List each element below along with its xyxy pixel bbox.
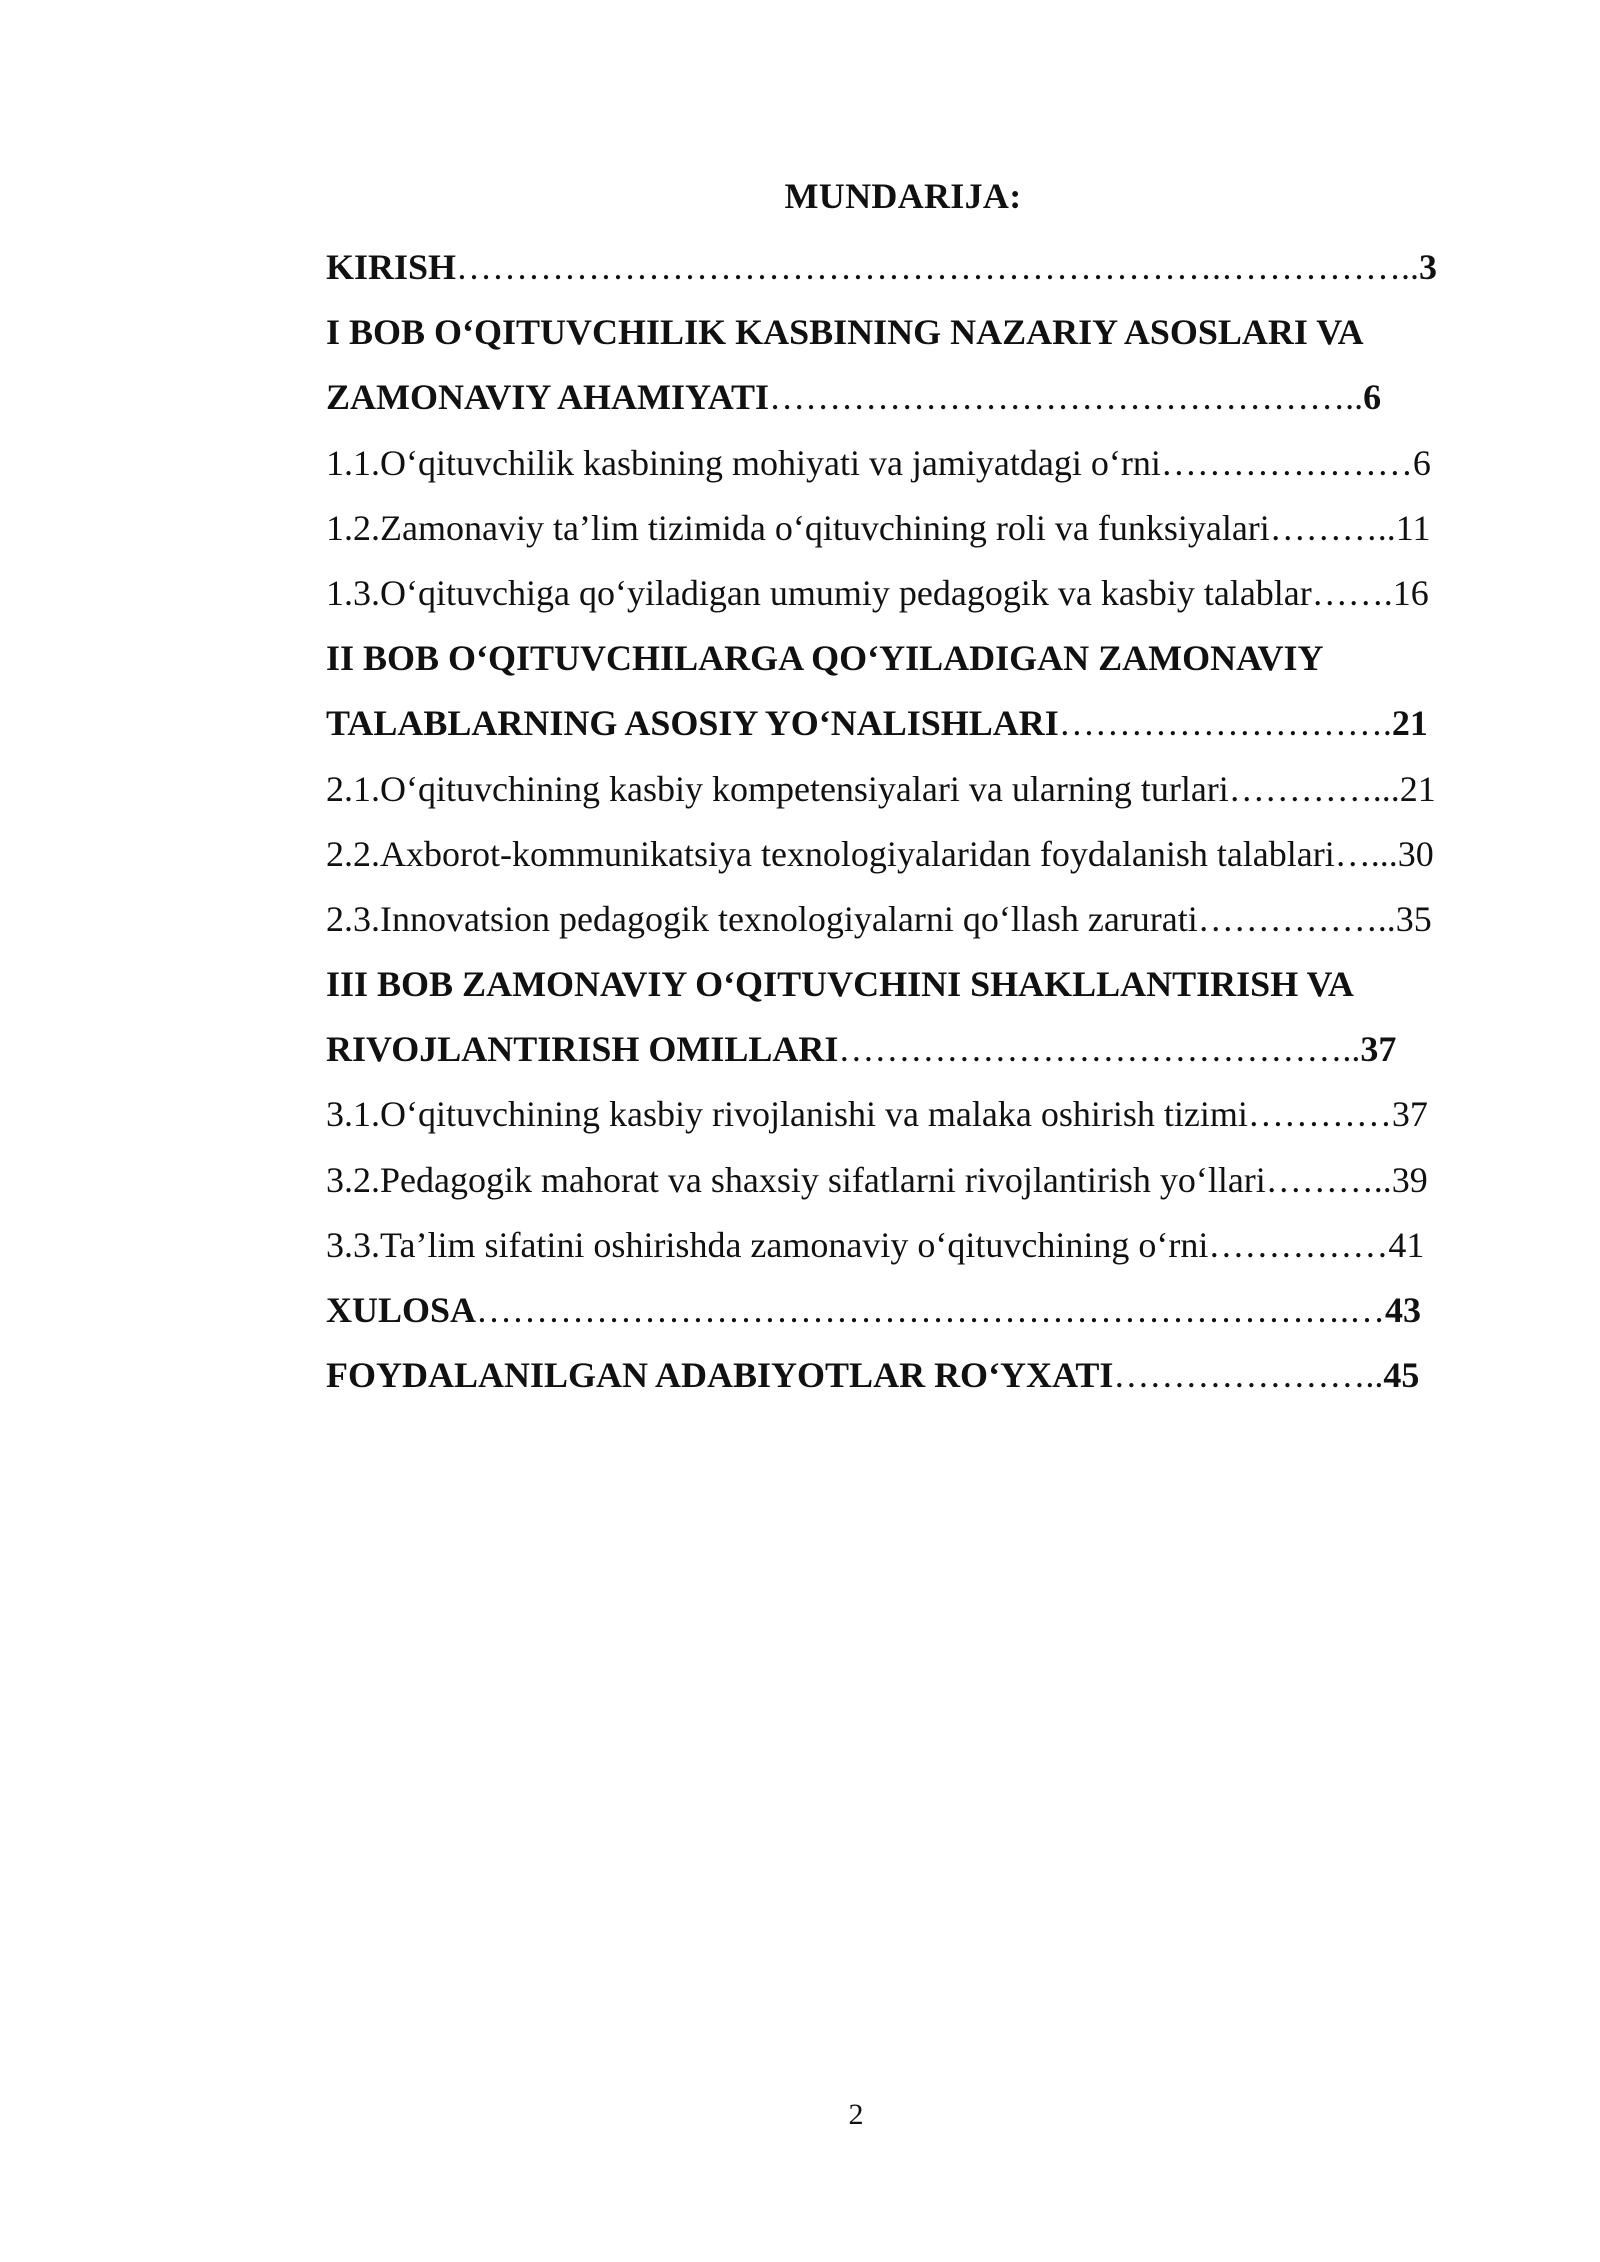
toc-entry-title: 3.2.Pedagogik mahorat va shaxsiy sifatlarni rivojlantirish yo‘llari [326, 1159, 1266, 1200]
toc-dot-leader: ……….. [1265, 1159, 1392, 1200]
toc-entry-page: 43 [1385, 1290, 1422, 1330]
toc-entry-title: II BOB O‘QITUVCHILARGA QO‘YILADIGAN ZAMONAVIY [326, 638, 1324, 679]
toc-entry [326, 887, 1491, 952]
toc-entry-page: 6 [1412, 442, 1431, 483]
toc-entry [326, 1082, 1491, 1147]
toc-entry-title: 3.3.Ta’lim sifatini oshirishda zamonaviy o‘qituvchining o‘rni [326, 1224, 1209, 1265]
toc-entry [326, 691, 1491, 756]
toc-entry [326, 952, 1491, 1017]
toc-dot-leader: ………………………. [1058, 703, 1392, 744]
toc-entry-title: KIRISH [326, 247, 457, 287]
toc-dot-leader: ……………………………………………………….…………….. [456, 247, 1420, 287]
toc-entry [326, 235, 1491, 300]
toc-entry-title: 3.1.O‘qituvchining kasbiy rivojlanishi va malaka oshirish tizimi [326, 1094, 1248, 1135]
toc-entry-title: III BOB ZAMONAVIY O‘QITUVCHINI SHAKLLANTIRISH VA [326, 964, 1354, 1005]
toc-entry-title: 1.3.O‘qituvchiga qo‘yiladigan umumiy pedagogik va kasbiy talablar [326, 572, 1312, 613]
toc-entry-page: 41 [1388, 1224, 1425, 1265]
toc-entry-page: 39 [1391, 1159, 1428, 1200]
toc-dot-leader: ………………… [1160, 442, 1413, 483]
toc-entry-page: 45 [1383, 1355, 1420, 1396]
toc-entry-title: 2.3.Innovatsion pedagogik texnologiyalarni qo‘llash zarurati [326, 898, 1198, 939]
toc-entry-page: 11 [1395, 507, 1431, 548]
toc-entry-title: XULOSA [326, 1290, 477, 1330]
toc-entry [326, 496, 1491, 561]
toc-entry [326, 1213, 1491, 1278]
toc-entry-title: 2.1.O‘qituvchining kasbiy kompetensiyalari va ularning turlari [326, 768, 1229, 809]
toc-dot-leader: ………… [1247, 1094, 1392, 1135]
toc-entry-title: 1.1.O‘qituvchilik kasbining mohiyati va jamiyatdagi o‘rni [326, 442, 1161, 483]
toc-entry-page: 37 [1360, 1029, 1397, 1070]
toc-entry [326, 1278, 1491, 1343]
toc-dot-leader: ………………….. [1113, 1355, 1384, 1396]
toc-entry [326, 561, 1491, 626]
toc-entry-title: ZAMONAVIY AHAMIYATI [326, 377, 770, 418]
toc-entry-title: FOYDALANILGAN ADABIYOTLAR RO‘YXATI [326, 1355, 1114, 1396]
toc-dot-leader: …………… [1208, 1224, 1389, 1265]
toc-entry [326, 1017, 1491, 1082]
toc-entry-title: I BOB O‘QITUVCHILIK KASBINING NAZARIY ASOSLARI VA [326, 312, 1364, 353]
toc-entry [326, 1148, 1491, 1213]
toc-entry [326, 431, 1491, 496]
toc-entry-page: 21 [1399, 768, 1436, 809]
toc-entry-page: 30 [1397, 833, 1434, 874]
toc-entry-page: 35 [1395, 898, 1432, 939]
toc-entry [326, 757, 1491, 822]
toc-dot-leader: …………….. [1197, 898, 1396, 939]
toc-dot-leader: ……….. [1269, 507, 1396, 548]
toc-entry-title: 1.2.Zamonaviy ta’lim tizimida o‘qituvchining roli va funksiyalari [326, 507, 1270, 548]
toc-entry [326, 1343, 1491, 1408]
page-title: MUNDARIJA: [784, 176, 1022, 216]
toc-entry-page: 16 [1392, 572, 1429, 613]
toc-dot-leader: …………………………………….. [838, 1029, 1361, 1070]
toc-dot-leader: ……………………………………………………………….… [476, 1290, 1386, 1330]
toc-entry-page: 6 [1363, 377, 1382, 418]
toc-entry [326, 300, 1491, 365]
toc-entry-title: TALABLARNING ASOSIY YO‘NALISHLARI [326, 703, 1059, 744]
page-number: 2 [848, 2098, 864, 2131]
toc-entry-title: RIVOJLANTIRISH OMILLARI [326, 1029, 839, 1070]
table-of-contents [326, 235, 1491, 1408]
toc-entry-page: 21 [1391, 703, 1428, 744]
toc-entry [326, 626, 1491, 691]
toc-dot-leader: ………………………………………….. [769, 377, 1364, 418]
toc-dot-leader: ……. [1311, 572, 1393, 613]
toc-dot-leader: …... [1334, 833, 1398, 874]
toc-entry-page: 37 [1391, 1094, 1428, 1135]
toc-entry-title: 2.2.Axborot-kommunikatsiya texnologiyalaridan foydalanish talablari [326, 833, 1335, 874]
toc-dot-leader: …………... [1228, 768, 1400, 809]
toc-entry [326, 365, 1491, 430]
toc-entry [326, 822, 1491, 887]
toc-entry-page: 3 [1419, 247, 1438, 287]
